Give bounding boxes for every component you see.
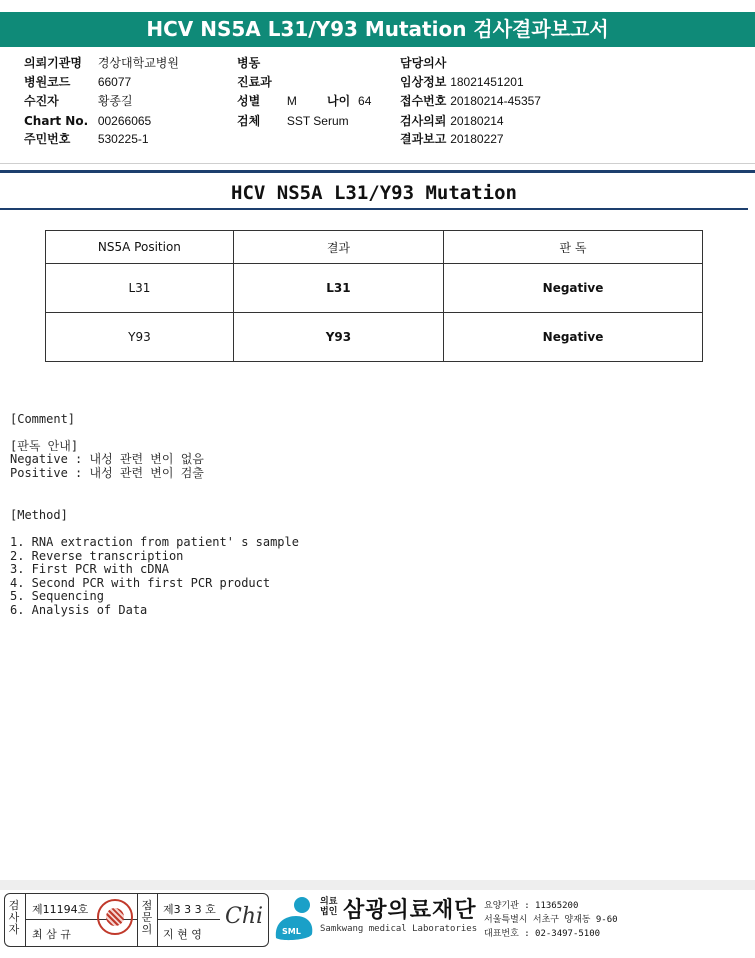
result-table [45, 230, 703, 362]
receipt-no-field [400, 94, 541, 109]
chart-no-label: Chart No. [24, 114, 89, 128]
department-label: 진료과 [237, 75, 272, 89]
age-label: 나이 [327, 94, 351, 108]
sex-label: 성별 [237, 94, 261, 108]
signature-box [4, 893, 269, 947]
divider [25, 894, 26, 946]
brand-name: 삼광의료재단 [343, 898, 477, 923]
cell-interpretation: Negative [444, 313, 703, 362]
guide-heading: [판독 안내] [10, 439, 79, 453]
list-item: 6. Analysis of Data [10, 602, 148, 617]
ward-label: 병동 [237, 56, 261, 70]
patient-field [24, 94, 133, 109]
patient-label: 수진자 [24, 94, 59, 108]
chart-no-value: 00266065 [97, 114, 152, 128]
examiner-license-no: 제11194호 [32, 903, 89, 916]
list-item: 1. RNA extraction from patient' s sample [10, 535, 299, 549]
receipt-no-value: 20180214-45357 [450, 94, 541, 108]
cell-position: L31 [46, 264, 234, 313]
receipt-no-label: 접수번호 [400, 94, 447, 108]
chart-no-field [24, 114, 151, 129]
clinical-info-field [400, 75, 524, 90]
specimen-label: 검체 [237, 114, 261, 128]
age-field [327, 94, 371, 109]
cell-result: Y93 [233, 313, 443, 362]
id-no-value: 530225-1 [97, 132, 149, 146]
report-date-label: 결과보고 [400, 132, 447, 146]
title-bottom-rule [0, 208, 748, 210]
result-table-header [46, 231, 703, 264]
title-top-rule [0, 170, 755, 173]
reviewer-name: 지 현 영 [163, 928, 202, 941]
comment-heading: [Comment] [10, 412, 76, 426]
examiner-label [5, 894, 23, 946]
examiner-name: 최 삼 규 [32, 928, 71, 941]
phone-number: 대표번호 : 02-3497-5100 [484, 929, 601, 939]
header-result: 결과 [233, 231, 443, 264]
report-date-field [400, 132, 504, 147]
list-item: 3. First PCR with cDNA [10, 562, 169, 576]
care-institution-code: 요양기관 : 11365200 [484, 901, 579, 911]
request-date-label: 검사의뢰 [400, 114, 447, 128]
specimen-value: SST Serum [286, 114, 349, 128]
sex-field [237, 94, 297, 109]
report-banner-title: HCV NS5A L31/Y93 Mutation 검사결과보고서 [0, 12, 755, 47]
list-item: 4. Second PCR with first PCR product [10, 575, 271, 590]
address: 서울특별시 서초구 양재동 9-60 [484, 915, 618, 925]
hospital-code-field [24, 75, 131, 90]
examiner-seal-icon [97, 899, 133, 935]
header-divider [0, 163, 755, 164]
institution-field [24, 56, 179, 71]
footer-band [0, 880, 755, 890]
sex-value: M [286, 94, 297, 108]
patient-value: 황종길 [97, 94, 133, 108]
institution-label: 의뢰기관명 [24, 56, 82, 70]
sml-logo-icon [272, 894, 318, 942]
reviewer-label-text: 점문의 [141, 899, 153, 936]
id-no-label: 주민번호 [24, 132, 71, 146]
reviewer-label [138, 894, 156, 946]
specimen-field [237, 114, 349, 129]
clinical-info-value: 18021451201 [450, 75, 524, 89]
header-interpretation: 판 독 [444, 231, 703, 264]
examiner-label-text: 검사자 [8, 899, 20, 936]
reviewer-signature: Chi [225, 904, 264, 929]
institution-value: 경상대학교병원 [97, 56, 179, 70]
hospital-code-label: 병원코드 [24, 75, 71, 89]
report-title: HCV NS5A L31/Y93 Mutation [231, 182, 517, 204]
divider [157, 894, 158, 946]
negative-guide: Negative : 내성 관련 변이 없음 [10, 452, 204, 466]
table-row [46, 313, 703, 362]
physician-label: 담당의사 [400, 56, 447, 70]
id-no-field [24, 132, 149, 147]
department-field [237, 75, 272, 90]
age-value: 64 [358, 94, 372, 108]
legal-type: 의료 법인 [320, 897, 338, 917]
cell-result: L31 [233, 264, 443, 313]
physician-field [400, 56, 446, 71]
request-date-value: 20180214 [450, 114, 504, 128]
header-position: NS5A Position [46, 231, 234, 264]
cell-position: Y93 [46, 313, 234, 362]
reviewer-license-no: 제3 3 3 호 [163, 903, 216, 916]
method-heading: [Method] [10, 508, 68, 522]
brand-english-name: Samkwang medical Laboratories [320, 924, 478, 934]
positive-guide: Positive : 내성 관련 변이 검출 [10, 466, 204, 480]
report-date-value: 20180227 [450, 132, 504, 146]
list-item: 2. Reverse transcription [10, 548, 184, 563]
cell-interpretation: Negative [444, 264, 703, 313]
table-row [46, 264, 703, 313]
clinical-info-label: 임상정보 [400, 75, 447, 89]
list-item: 5. Sequencing [10, 589, 104, 603]
ward-field [237, 56, 260, 71]
divider [157, 919, 220, 920]
logo-badge-text: SML [282, 927, 301, 936]
hospital-code-value: 66077 [97, 75, 132, 89]
request-date-field [400, 114, 504, 129]
